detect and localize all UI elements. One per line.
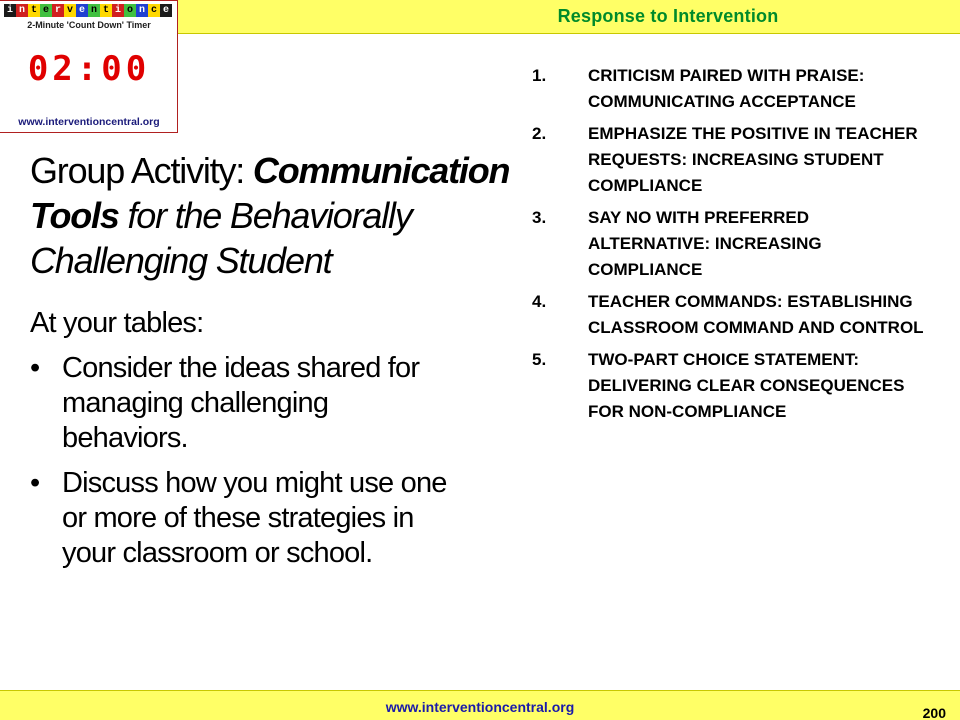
logo-letter: n — [136, 4, 148, 17]
footer-banner — [0, 690, 960, 720]
logo-letter: e — [40, 4, 52, 17]
logo-letter: e — [160, 4, 172, 17]
strategy-list — [532, 63, 932, 431]
header-banner — [178, 0, 960, 34]
logo-letter: n — [16, 4, 28, 17]
timer-display: 02:00 — [27, 49, 151, 89]
countdown-timer-widget[interactable] — [0, 0, 178, 133]
logo-letter: c — [148, 4, 160, 17]
list-item — [532, 121, 932, 199]
list-number: 4. — [532, 292, 547, 311]
intervention-central-logo — [4, 4, 172, 17]
list-number: 3. — [532, 208, 547, 227]
bullet-text: Consider the ideas shared for managing challenging behaviors. — [62, 352, 420, 454]
logo-letter: v — [64, 4, 76, 17]
bullet-icon: • — [30, 352, 40, 384]
list-text: TEACHER COMMANDS: ESTABLISHING CLASSROOM COMMAND AND CONTROL — [588, 292, 924, 337]
list-text: CRITICISM PAIRED WITH PRAISE: COMMUNICATING ACCEPTANCE — [588, 66, 865, 111]
timer-subtitle: 2-Minute 'Count Down' Timer — [27, 20, 151, 30]
list-text: SAY NO WITH PREFERRED ALTERNATIVE: INCREASING COMPLIANCE — [588, 208, 822, 279]
logo-letter: r — [52, 4, 64, 17]
list-number: 2. — [532, 124, 547, 143]
slide-title — [30, 148, 550, 283]
bullet-icon: • — [30, 467, 40, 499]
bullet-item — [30, 466, 450, 571]
list-item — [532, 289, 932, 341]
list-item — [532, 347, 932, 425]
list-text: TWO-PART CHOICE STATEMENT: DELIVERING CLEAR CONSEQUENCES FOR NON-COMPLIANCE — [588, 350, 905, 421]
logo-letter: n — [88, 4, 100, 17]
logo-letter: e — [76, 4, 88, 17]
bullet-item — [30, 351, 450, 456]
title-part-3: for the Behaviorally Challenging Student — [30, 195, 412, 281]
bullet-text: Discuss how you might use one or more of these strategies in your classroom or school. — [62, 467, 447, 569]
list-number: 1. — [532, 66, 547, 85]
list-text: EMPHASIZE THE POSITIVE IN TEACHER REQUESTS: INCREASING STUDENT COMPLIANCE — [588, 124, 918, 195]
header-title: Response to Intervention — [557, 6, 779, 26]
logo-letter: i — [4, 4, 16, 17]
list-item — [532, 205, 932, 283]
list-item — [532, 63, 932, 115]
page-number: 200 — [922, 705, 946, 720]
activity-instructions — [30, 306, 450, 581]
logo-letter: t — [100, 4, 112, 17]
timer-url-link[interactable]: www.interventioncentral.org — [18, 116, 160, 128]
title-part-1: Group Activity: — [30, 150, 253, 191]
list-number: 5. — [532, 350, 547, 369]
logo-letter: t — [28, 4, 40, 17]
instructions-intro: At your tables: — [30, 307, 204, 339]
logo-letter: i — [112, 4, 124, 17]
footer-url-link[interactable]: www.interventioncentral.org — [385, 699, 575, 715]
logo-letter: o — [124, 4, 136, 17]
title-part-2: Communication Tools — [30, 150, 510, 236]
